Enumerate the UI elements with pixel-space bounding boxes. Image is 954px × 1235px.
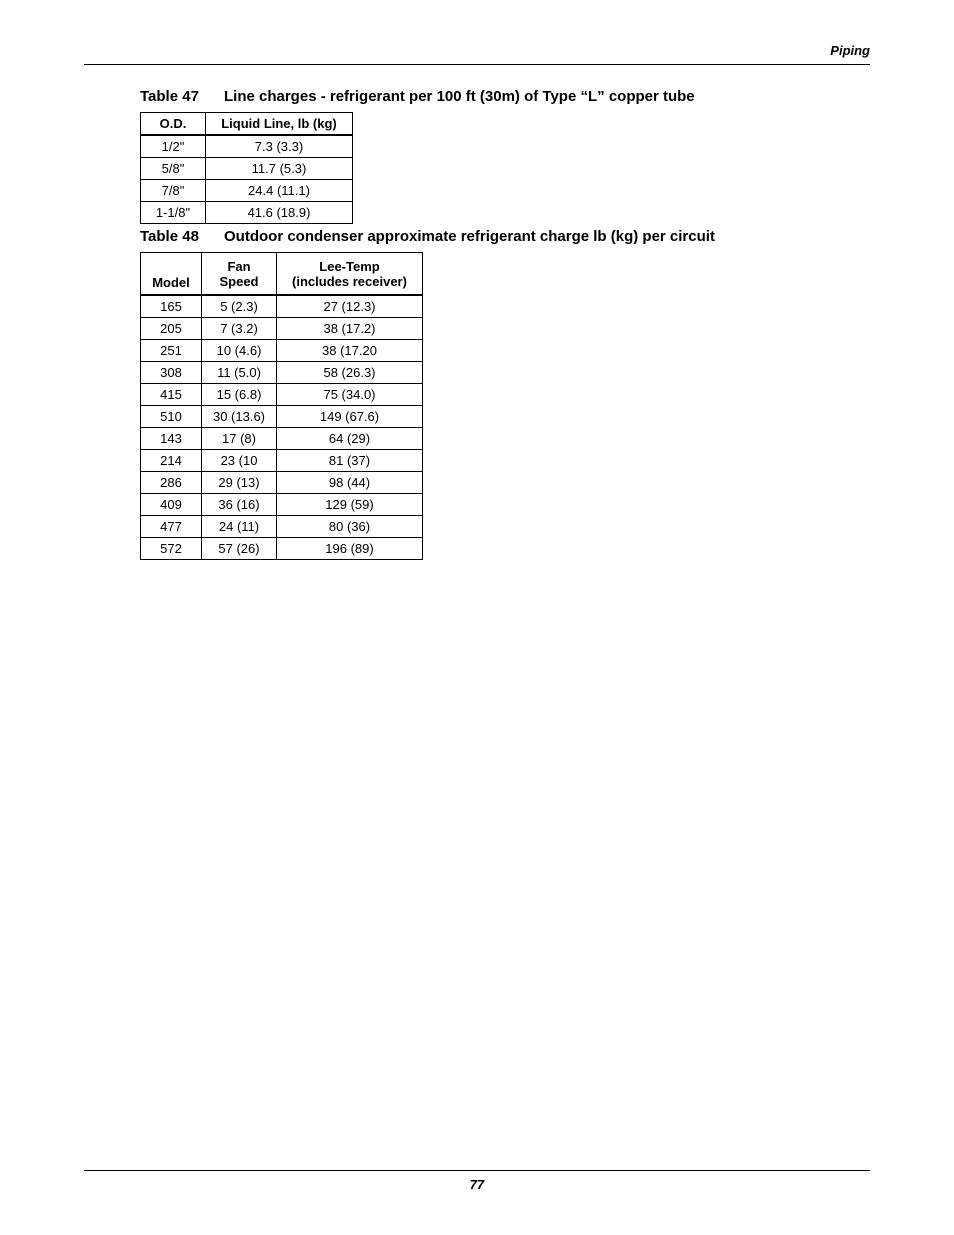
- table48-col-lee-temp-line1: Lee-Temp: [319, 258, 380, 274]
- table-row: [141, 202, 353, 224]
- table-row: [141, 406, 423, 428]
- table48-caption: [140, 228, 715, 245]
- table48-col-fan-speed-line1: Fan: [227, 258, 251, 274]
- table48-title: Outdoor condenser approximate refrigerant charge lb (kg) per circuit: [224, 228, 715, 245]
- table-cell: 409: [141, 494, 202, 516]
- table-cell: 214: [141, 450, 202, 472]
- table-cell: 29 (13): [202, 472, 277, 494]
- table48-number: Table 48: [140, 228, 199, 245]
- page-number: 77: [469, 1177, 485, 1192]
- table48-col-model: [141, 253, 202, 296]
- table-cell: 27 (12.3): [277, 295, 423, 318]
- table-cell: 143: [141, 428, 202, 450]
- table47-col-liquid-line: Liquid Line, lb (kg): [206, 113, 353, 136]
- table-row: [141, 384, 423, 406]
- table-cell: 165: [141, 295, 202, 318]
- table-row: [141, 340, 423, 362]
- table-cell: 57 (26): [202, 538, 277, 560]
- table-cell: 17 (8): [202, 428, 277, 450]
- table-cell: 11 (5.0): [202, 362, 277, 384]
- table48-col-lee-temp: [277, 253, 423, 296]
- table-cell: 7 (3.2): [202, 318, 277, 340]
- table-row: [141, 450, 423, 472]
- table-row: [141, 318, 423, 340]
- table-cell: 36 (16): [202, 494, 277, 516]
- table-cell: 1/2": [141, 135, 206, 158]
- table-cell: 5 (2.3): [202, 295, 277, 318]
- table-cell: 24.4 (11.1): [206, 180, 353, 202]
- table47-col-od: O.D.: [141, 113, 206, 136]
- table47-number: Table 47: [140, 88, 199, 105]
- table-cell: 38 (17.20: [277, 340, 423, 362]
- table-cell: 64 (29): [277, 428, 423, 450]
- table-row: [141, 428, 423, 450]
- table-cell: 5/8": [141, 158, 206, 180]
- table-cell: 251: [141, 340, 202, 362]
- table48-col-fan-speed-line2: Speed: [219, 273, 259, 289]
- table-row: [141, 180, 353, 202]
- table-cell: 11.7 (5.3): [206, 158, 353, 180]
- table-cell: 15 (6.8): [202, 384, 277, 406]
- table-row: [141, 135, 353, 158]
- table-cell: 477: [141, 516, 202, 538]
- table-row: [141, 538, 423, 560]
- table-cell: 23 (10: [202, 450, 277, 472]
- table-cell: 80 (36): [277, 516, 423, 538]
- table-cell: 196 (89): [277, 538, 423, 560]
- table48-header-row: [141, 253, 423, 296]
- table48-condenser-charge: [140, 252, 423, 560]
- table-row: [141, 295, 423, 318]
- table47-caption: [140, 88, 695, 105]
- header-rule: [84, 64, 870, 65]
- table-cell: 7.3 (3.3): [206, 135, 353, 158]
- table-row: [141, 516, 423, 538]
- table-cell: 129 (59): [277, 494, 423, 516]
- table47-title: Line charges - refrigerant per 100 ft (30m) of Type “L” copper tube: [224, 88, 695, 105]
- table-cell: 38 (17.2): [277, 318, 423, 340]
- table48-col-model-label: Model: [152, 275, 190, 290]
- table48-col-fan-speed: [202, 253, 277, 296]
- section-header: Piping: [830, 43, 870, 58]
- table48-col-lee-temp-line2: (includes receiver): [292, 273, 407, 289]
- table-cell: 286: [141, 472, 202, 494]
- table-cell: 572: [141, 538, 202, 560]
- table-cell: 24 (11): [202, 516, 277, 538]
- table-cell: 75 (34.0): [277, 384, 423, 406]
- table47-header-row: [141, 113, 353, 136]
- table-cell: 7/8": [141, 180, 206, 202]
- table-cell: 10 (4.6): [202, 340, 277, 362]
- table-cell: 98 (44): [277, 472, 423, 494]
- table-cell: 149 (67.6): [277, 406, 423, 428]
- table-row: [141, 362, 423, 384]
- table-cell: 415: [141, 384, 202, 406]
- table-row: [141, 158, 353, 180]
- table-cell: 81 (37): [277, 450, 423, 472]
- table-row: [141, 494, 423, 516]
- table-cell: 510: [141, 406, 202, 428]
- table-cell: 1-1/8": [141, 202, 206, 224]
- table-cell: 30 (13.6): [202, 406, 277, 428]
- table-cell: 41.6 (18.9): [206, 202, 353, 224]
- table-cell: 205: [141, 318, 202, 340]
- table-cell: 58 (26.3): [277, 362, 423, 384]
- table47-line-charges: [140, 112, 353, 224]
- table-cell: 308: [141, 362, 202, 384]
- table-row: [141, 472, 423, 494]
- footer-rule: [84, 1170, 870, 1171]
